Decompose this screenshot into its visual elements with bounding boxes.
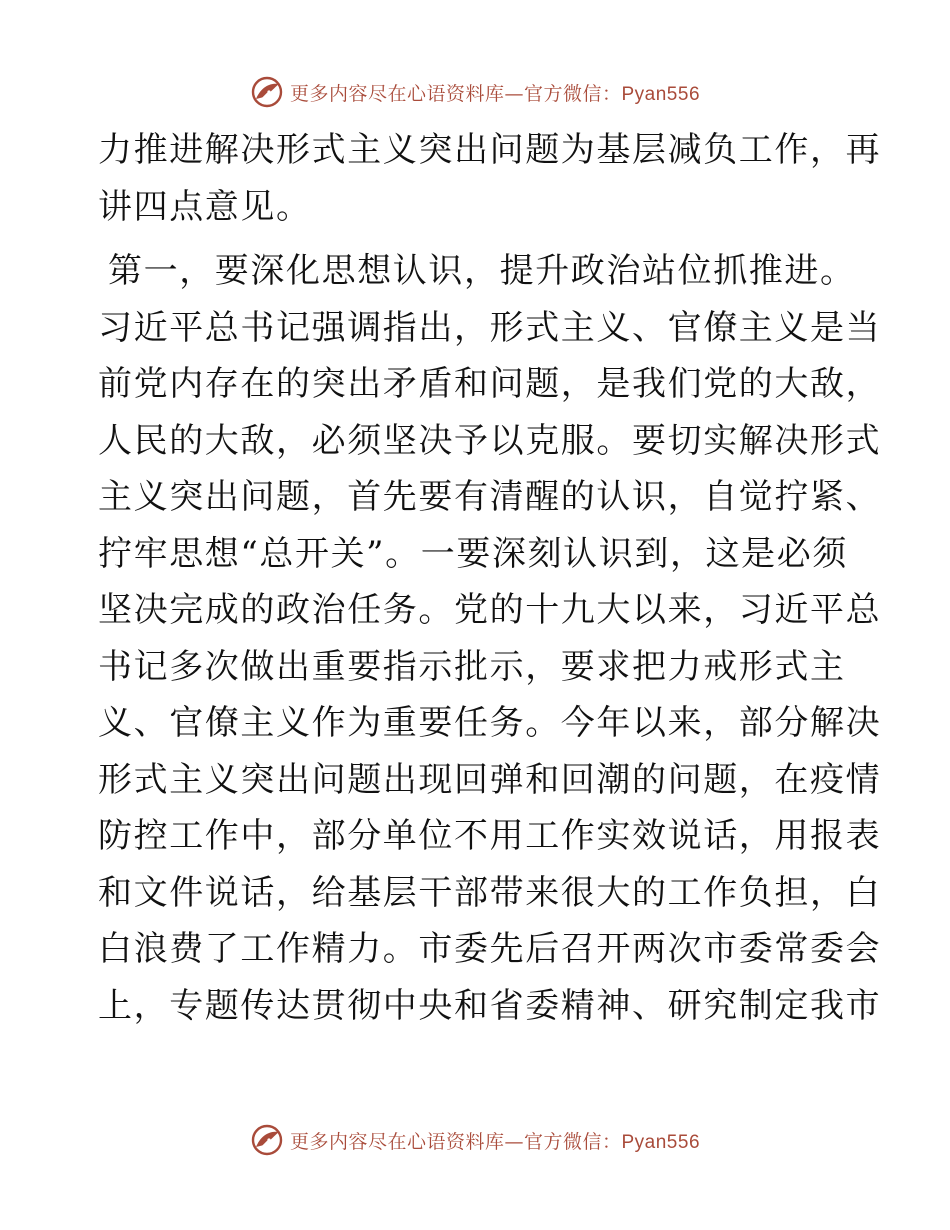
paragraph-1 — [98, 122, 882, 235]
text-line: 力推进解决形式主义突出问题为基层减负工作，再 — [98, 130, 882, 170]
text-line: 白浪费了工作精力。市委先后召开两次市委常委会 — [98, 929, 882, 969]
document-body — [98, 122, 882, 1034]
section-heading-line: 第一，要深化思想认识，提升政治站位抓推进。 — [108, 251, 856, 291]
pen-nib-logo-icon — [250, 75, 284, 109]
text-line: 上，专题传达贯彻中央和省委精神、研究制定我市 — [98, 985, 882, 1026]
text-line: 主义突出问题，首先要有清醒的认识，自觉拧紧、 — [98, 477, 882, 517]
text-line: 人民的大敌，必须坚决予以克服。要切实解决形式 — [98, 420, 882, 461]
text-line: 拧牢思想“总开关”。一要深刻认识到，这是必须 — [98, 533, 848, 574]
watermark-wechat-id: Pyan556 — [621, 83, 701, 105]
text-line: 书记多次做出重要指示批示，要求把力戒形式主 — [98, 646, 846, 687]
pen-nib-logo-icon — [250, 1123, 284, 1157]
text-line: 形式主义突出问题出现回弹和回潮的问题，在疫情 — [98, 759, 882, 800]
text-line: 讲四点意见。 — [98, 186, 312, 227]
text-line: 和文件说话，给基层干部带来很大的工作负担，白 — [98, 872, 882, 913]
text-line: 义、官僚主义作为重要任务。今年以来，部分解决 — [98, 703, 882, 743]
header-watermark — [0, 72, 950, 112]
text-line: 防控工作中，部分单位不用工作实效说话，用报表 — [98, 816, 882, 856]
text-line: 习近平总书记强调指出，形式主义、官僚主义是当 — [98, 307, 882, 348]
watermark-wechat-id: Pyan556 — [621, 1131, 701, 1153]
footer-watermark — [0, 1120, 950, 1160]
watermark-text: 更多内容尽在心语资料库—官方微信：Pyan556 — [289, 1130, 701, 1153]
paragraph-2 — [98, 243, 882, 1034]
text-line: 坚决完成的政治任务。党的十九大以来，习近平总 — [98, 590, 882, 630]
watermark-text: 更多内容尽在心语资料库—官方微信：Pyan556 — [289, 82, 701, 105]
text-line: 前党内存在的突出矛盾和问题，是我们党的大敌， — [98, 364, 882, 404]
